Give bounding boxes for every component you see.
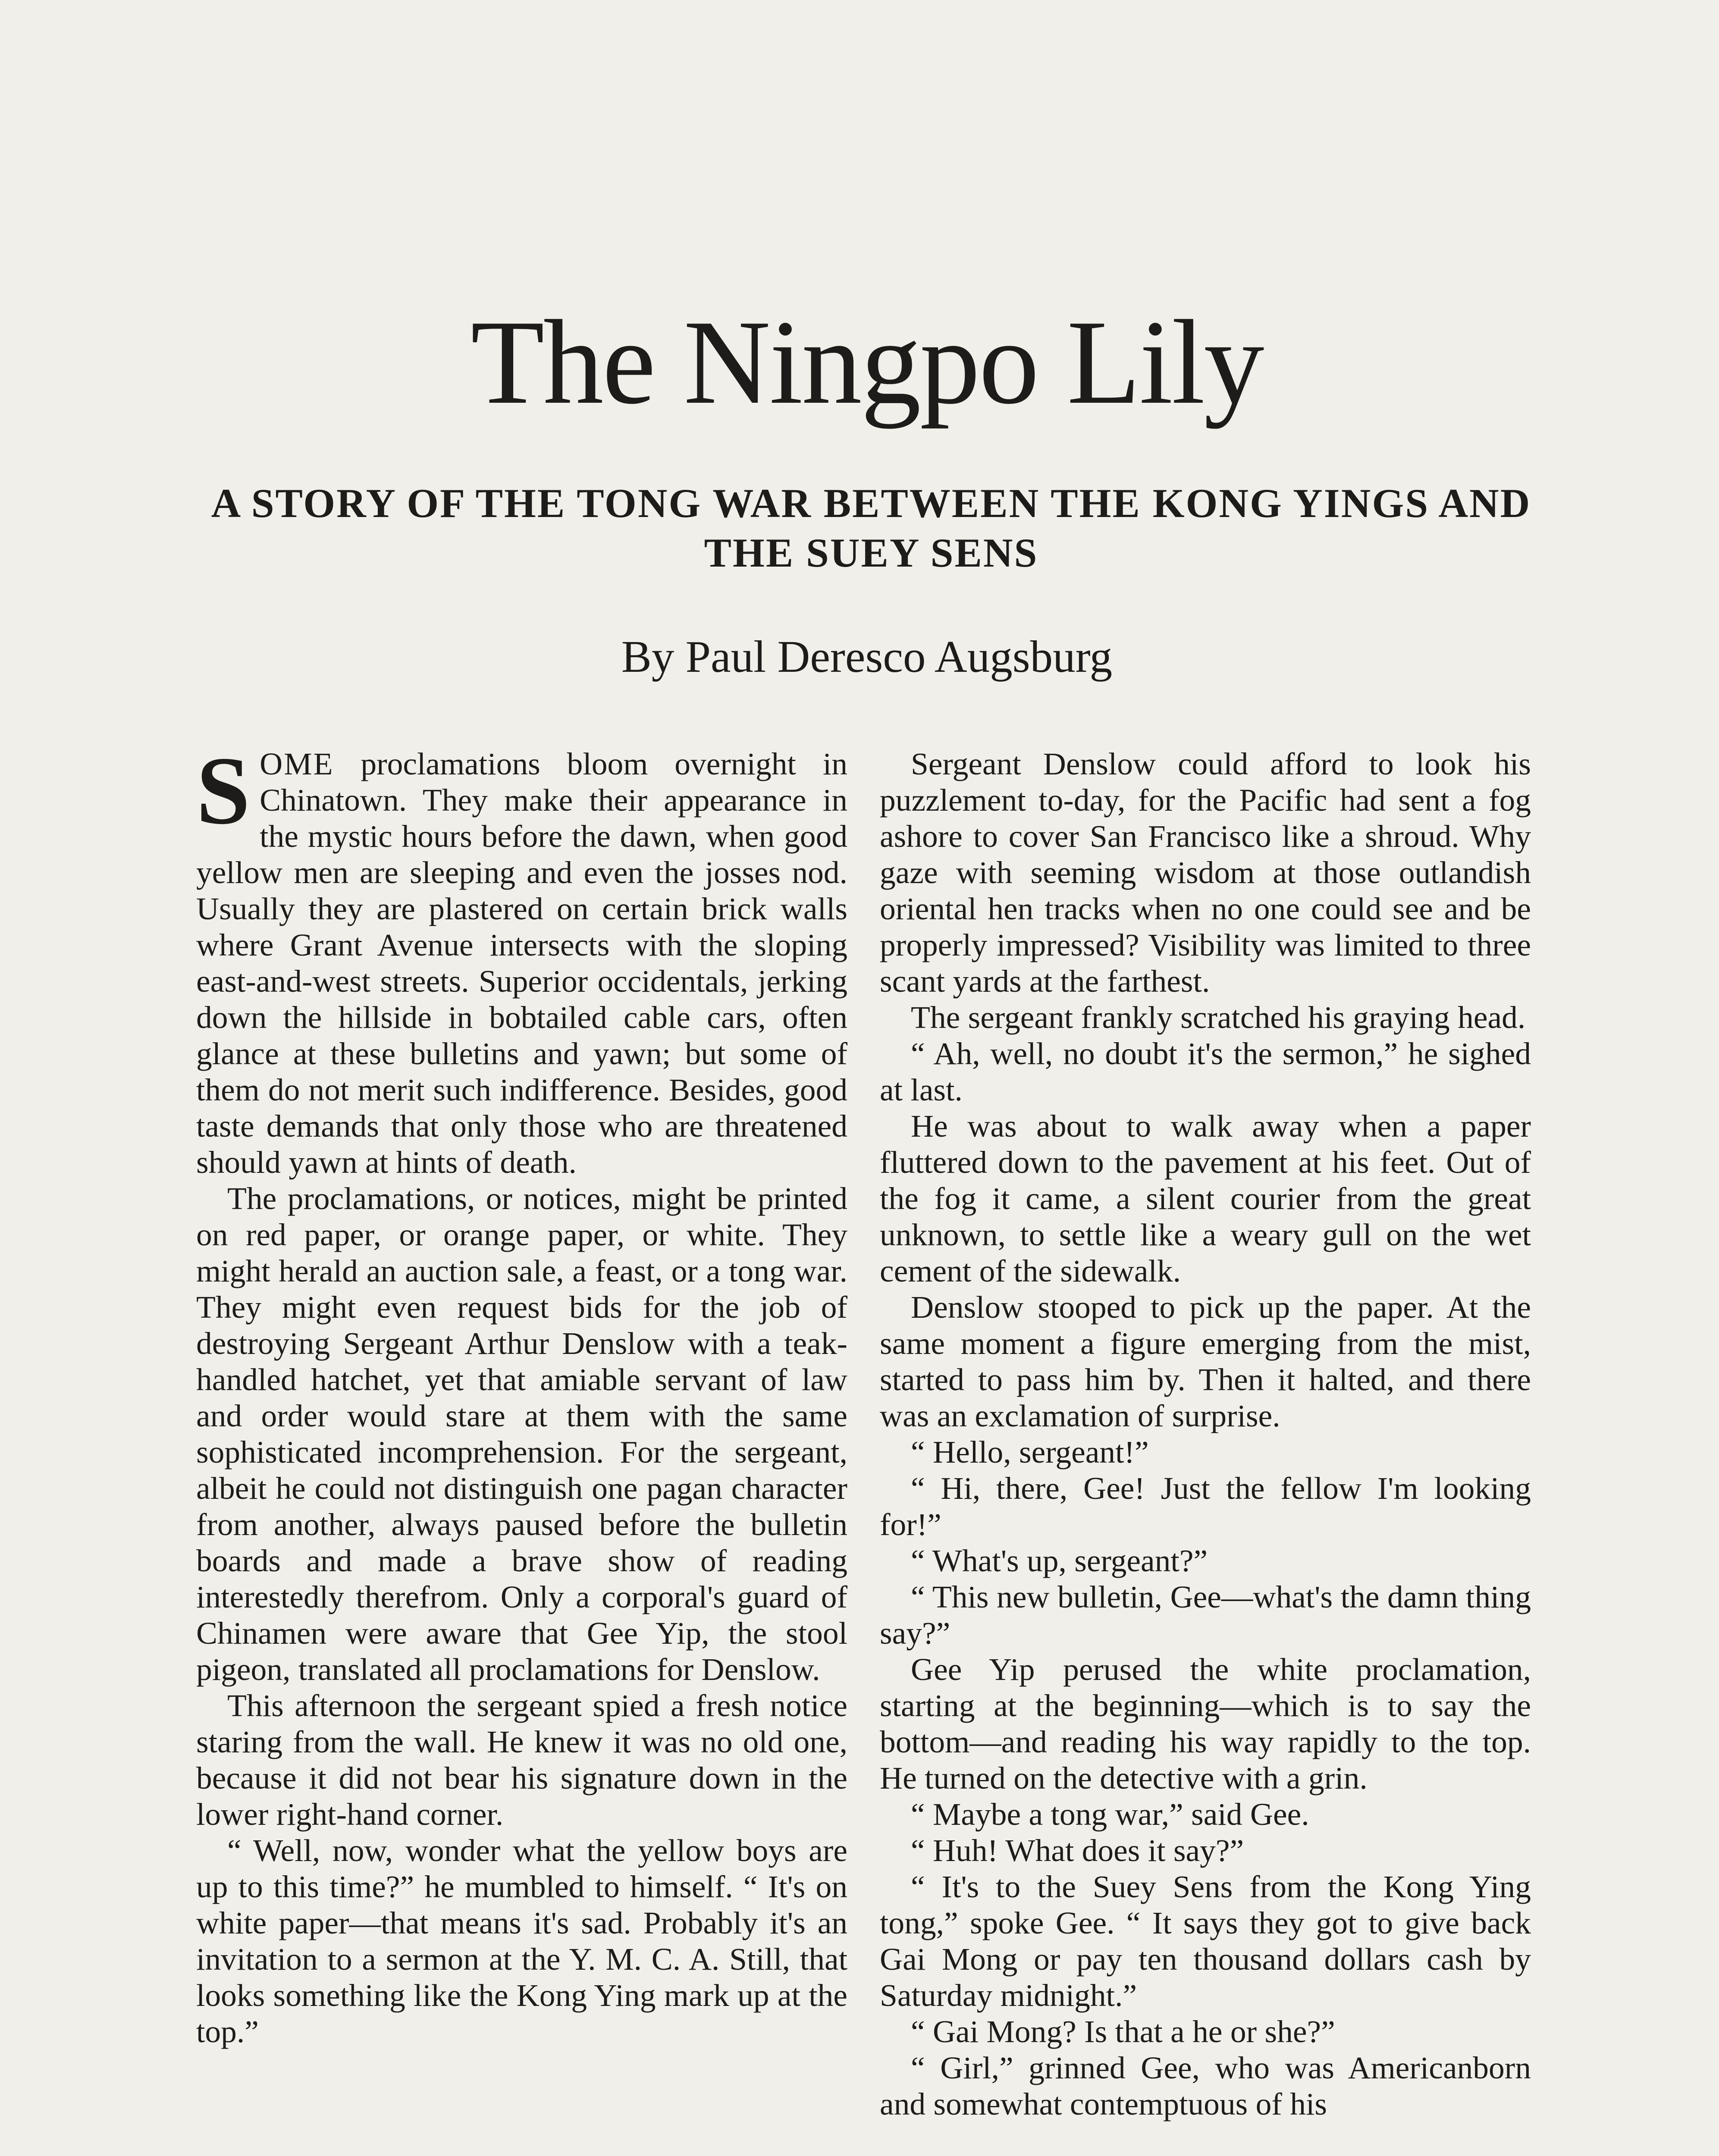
paragraph: Gee Yip perused the white proclamation, starting at the beginning—which is to say the bottom—and reading his way rapidly to the top. He turned on the detective with a grin. xyxy=(880,1652,1531,1796)
paragraph: The proclamations, or notices, might be printed on red paper, or orange paper, or white. They might herald an auction sale, a feast, or a tong war. They might even request bids for the job of destroying Sergeant Arthur Denslow with a teak-handled hatchet, yet that amiable servant of law and order would stare at them with the same sophisticated incomprehension. For the sergeant, albeit he could not distinguish one pagan character from another, always paused before the bulletin boards and made a brave show of reading interestedly therefrom. Only a corporal's guard of Chinamen were aware that Gee Yip, the stool pigeon, translated all proclamations for Denslow. xyxy=(196,1181,847,1687)
byline: By Paul Deresco Augsburg xyxy=(621,631,1113,682)
paragraph: He was about to walk away when a paper fluttered down to the pavement at his feet. Out of the fog it came, a silent courier from the great unknown, to settle like a weary gull on the wet cement of the sidewalk. xyxy=(880,1109,1531,1288)
dialogue-line: “ What's up, sergeant?” xyxy=(911,1543,1208,1578)
paragraph: Sergeant Denslow could afford to look his puzzlement to-day, for the Pacific had sent a fog ashore to cover San Francisco like a shroud. Why gaze with seeming wisdom at those outlandish oriental hen tracks when no one could see and be properly impressed? Visibility was limited to three scant yards at the farthest. xyxy=(880,746,1531,999)
dialogue-line: “ Hello, sergeant!” xyxy=(911,1435,1149,1470)
left-column xyxy=(196,736,847,2050)
dialogue-line: “ Maybe a tong war,” said Gee. xyxy=(911,1797,1309,1832)
opening-paragraph-text: proclamations bloom overnight in Chinatown. They make their appearance in the mystic hours before the dawn, when good yellow men are sleeping and even the josses nod. Usually they are plastered on certain brick walls where Grant Avenue intersects with the sloping east-and-west streets. Superior occidentals, jerking down the hillside in bobtailed cable cars, often glance at these bulletins and yawn; but some of them do not merit such indifference. Besides, good taste demands that only those who are threatened should yawn at hints of death. xyxy=(196,746,847,1180)
dialogue-line: “ Hi, there, Gee! Just the fellow I'm looking for!” xyxy=(880,1471,1531,1542)
paragraph: Denslow stooped to pick up the paper. At the same moment a figure emerging from the mist, started to pass him by. Then it halted, and there was an exclamation of surprise. xyxy=(880,1290,1531,1433)
dialogue-line: “ Gai Mong? Is that a he or she?” xyxy=(911,2014,1335,2049)
story-title: The Ningpo Lily xyxy=(471,295,1263,429)
paragraph: “ Ah, well, no doubt it's the sermon,” he sighed at last. xyxy=(880,1036,1531,1107)
drop-cap: S xyxy=(196,736,251,844)
dialogue-line: “ Huh! What does it say?” xyxy=(911,1833,1244,1868)
story-subtitle: A STORY OF THE TONG WAR BETWEEN THE KONG YINGS AND THE SUEY SENS xyxy=(211,480,1531,576)
paragraph: This afternoon the sergeant spied a fresh notice staring from the wall. He knew it was no old one, because it did not bear his signature down in the lower right-hand corner. xyxy=(196,1688,847,1832)
dialogue-line: “ This new bulletin, Gee—what's the damn thing say?” xyxy=(880,1579,1531,1651)
opening-paragraph xyxy=(196,736,847,1181)
opening-word: OME xyxy=(260,746,334,781)
dialogue-line: “ Girl,” grinned Gee, who was Americanborn and somewhat contemptuous of his xyxy=(880,2050,1531,2122)
dialogue-line: “ It's to the Suey Sens from the Kong Ying tong,” spoke Gee. “ It says they got to give back Gai Mong or pay ten thousand dollars cash by Saturday midnight.” xyxy=(880,1869,1531,2013)
paragraph: The sergeant frankly scratched his graying head. xyxy=(911,1000,1526,1035)
paragraph: “ Well, now, wonder what the yellow boys are up to this time?” he mumbled to himself. “ It's on white paper—that means it's sad. Probably it's an invitation to a sermon at the Y. M. C. A. Still, that looks something like the Kong Ying mark up at the top.” xyxy=(196,1833,847,2049)
right-column xyxy=(880,746,1531,2122)
